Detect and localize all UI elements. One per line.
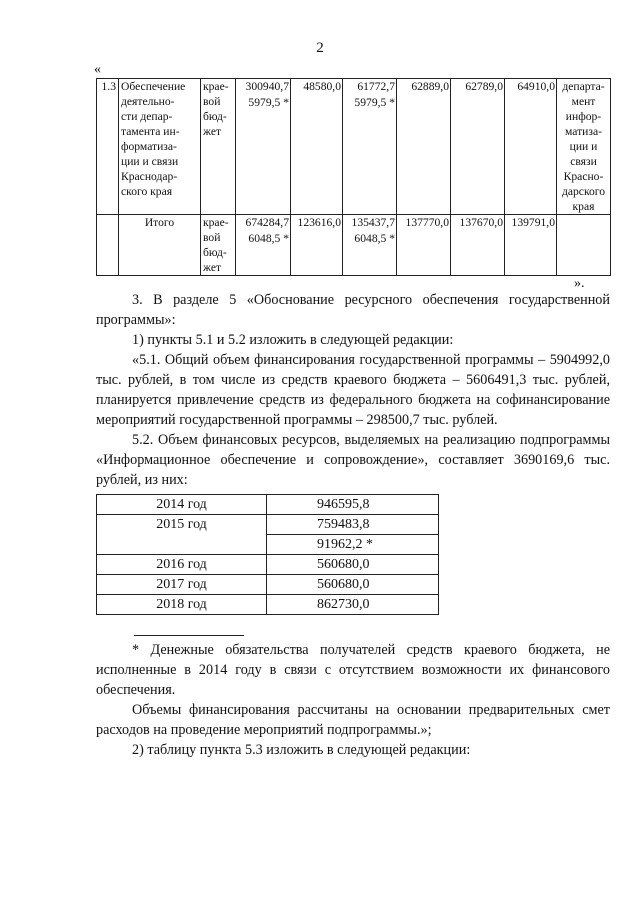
- cell-line: инфор-: [565, 110, 602, 123]
- amount-cell: 946595,8: [267, 495, 439, 515]
- section-5-intro-paragraph: 3. В разделе 5 «Обоснование ресурсного обеспечения государственной программы»:: [96, 292, 610, 328]
- cell-line: сти депар-: [121, 110, 173, 123]
- cell-line: Обеспечение: [121, 80, 186, 93]
- cell-line: крае-: [203, 216, 229, 229]
- table-row: [97, 595, 439, 615]
- cell-line: 48580,0: [303, 80, 341, 93]
- cell-line: 61772,7: [357, 80, 395, 93]
- cell-line: 137770,0: [405, 216, 449, 229]
- cell-line: 123616,0: [297, 216, 341, 229]
- amount-cell: 862730,0: [267, 595, 439, 615]
- amount-2018-cell: [505, 79, 557, 215]
- cell-line: ции и: [569, 140, 598, 153]
- total-amount-cell: [236, 215, 291, 276]
- cell-line: 5979,5 *: [248, 96, 289, 109]
- funding-by-year-table: [96, 494, 439, 615]
- cell-line: края: [572, 200, 595, 213]
- amount-2014-cell: [291, 79, 343, 215]
- cell-line: 64910,0: [517, 80, 555, 93]
- cell-line: жет: [203, 125, 222, 138]
- executor-cell: [557, 215, 611, 276]
- cell-line: связи: [570, 155, 597, 168]
- year-cell: 2018 год: [97, 595, 267, 615]
- amount-2015-cell: [343, 79, 397, 215]
- cell-line: ского края: [121, 185, 173, 198]
- event-name-cell: [119, 215, 201, 276]
- funding-source-cell: [201, 79, 236, 215]
- table-row: [97, 215, 611, 276]
- amount-2017-cell: [451, 215, 505, 276]
- amount-2016-cell: [397, 79, 451, 215]
- clause-5-1-paragraph: «5.1. Общий объем финансирования государственной программы – 5904992,0 тыс. рублей, в том числе из средств краевого бюджета – 5606491,3 тыс. рублей, планируется привлечение средств из федерального бюджета на софинансирование мероприятий государственной программы – 298500,7 тыс. рублей.: [96, 352, 610, 428]
- cell-line: 137670,0: [459, 216, 503, 229]
- row-index: [97, 215, 119, 276]
- cell-line: Краснодар-: [121, 170, 178, 183]
- cell-line: 6048,5 *: [354, 232, 395, 245]
- amount-2018-cell: [505, 215, 557, 276]
- amount-2015-cell: [343, 215, 397, 276]
- page-number: 2: [316, 40, 324, 56]
- amount-cell: 91962,2 *: [267, 535, 439, 555]
- clause-5-2-paragraph: 5.2. Объем финансовых ресурсов, выделяемых на реализацию подпрограммы «Информационное обеспечение и сопровождение», составляет 3690169,6 тыс. рублей, из них:: [96, 432, 610, 488]
- cell-line: ции и связи: [121, 155, 179, 168]
- cell-line: крае-: [203, 80, 229, 93]
- item-1-paragraph: 1) пункты 5.1 и 5.2 изложить в следующей редакции:: [132, 332, 454, 348]
- cell-line: мент: [571, 95, 596, 108]
- amount-2014-cell: [291, 215, 343, 276]
- table-row: [97, 555, 439, 575]
- cell-line: 300940,7: [245, 80, 289, 93]
- table-row: [97, 495, 439, 515]
- cell-line: форматиза-: [121, 140, 177, 153]
- total-amount-cell: [236, 79, 291, 215]
- cell-line: бюд-: [203, 246, 227, 259]
- event-name-cell: [119, 79, 201, 215]
- footnote-divider: [134, 635, 244, 636]
- footnote-text: * Денежные обязательства получателей средств краевого бюджета, не исполненные в 2014 году в связи с отсутствием возможности их финансового обеспечения.: [96, 642, 610, 698]
- year-cell: 2016 год: [97, 555, 267, 575]
- cell-line: 6048,5 *: [248, 232, 289, 245]
- cell-line: 674284,7: [245, 216, 289, 229]
- table-row: [97, 575, 439, 595]
- cell-line: дарского: [561, 185, 606, 198]
- cell-line: 139791,0: [511, 216, 555, 229]
- item-2-paragraph: 2) таблицу пункта 5.3 изложить в следующей редакции:: [132, 742, 471, 758]
- year-cell: 2014 год: [97, 495, 267, 515]
- table-row: [97, 79, 611, 215]
- amount-2016-cell: [397, 215, 451, 276]
- cell-line: тамента ин-: [121, 125, 180, 138]
- estimates-paragraph: Объемы финансирования рассчитаны на основании предварительных смет расходов на проведение мероприятий подпрограммы.»;: [96, 702, 610, 738]
- funding-source-cell: [201, 215, 236, 276]
- budget-table: [96, 78, 611, 276]
- amount-cell: 560680,0: [267, 555, 439, 575]
- cell-line: 135437,7: [351, 216, 395, 229]
- cell-line: 62789,0: [465, 80, 503, 93]
- cell-line: Красно-: [563, 170, 604, 183]
- amount-cell: 759483,8: [267, 515, 439, 535]
- cell-line: матиза-: [565, 125, 602, 138]
- cell-line: 5979,5 *: [354, 96, 395, 109]
- cell-line: вой: [203, 231, 221, 244]
- cell-line: 62889,0: [411, 80, 449, 93]
- table-row: [97, 515, 439, 535]
- cell-line: жет: [203, 261, 222, 274]
- cell-line: Итого: [144, 216, 175, 229]
- closing-quote-mark: ».: [574, 276, 585, 291]
- row-index: 1.3: [97, 79, 119, 215]
- year-cell: 2017 год: [97, 575, 267, 595]
- opening-quote-mark: «: [94, 62, 101, 77]
- cell-line: департа-: [562, 80, 605, 93]
- cell-line: бюд-: [203, 110, 227, 123]
- amount-2017-cell: [451, 79, 505, 215]
- amount-cell: 560680,0: [267, 575, 439, 595]
- cell-line: деятельно-: [121, 95, 175, 108]
- cell-line: вой: [203, 95, 221, 108]
- executor-cell: [557, 79, 611, 215]
- year-cell: 2015 год: [97, 515, 267, 555]
